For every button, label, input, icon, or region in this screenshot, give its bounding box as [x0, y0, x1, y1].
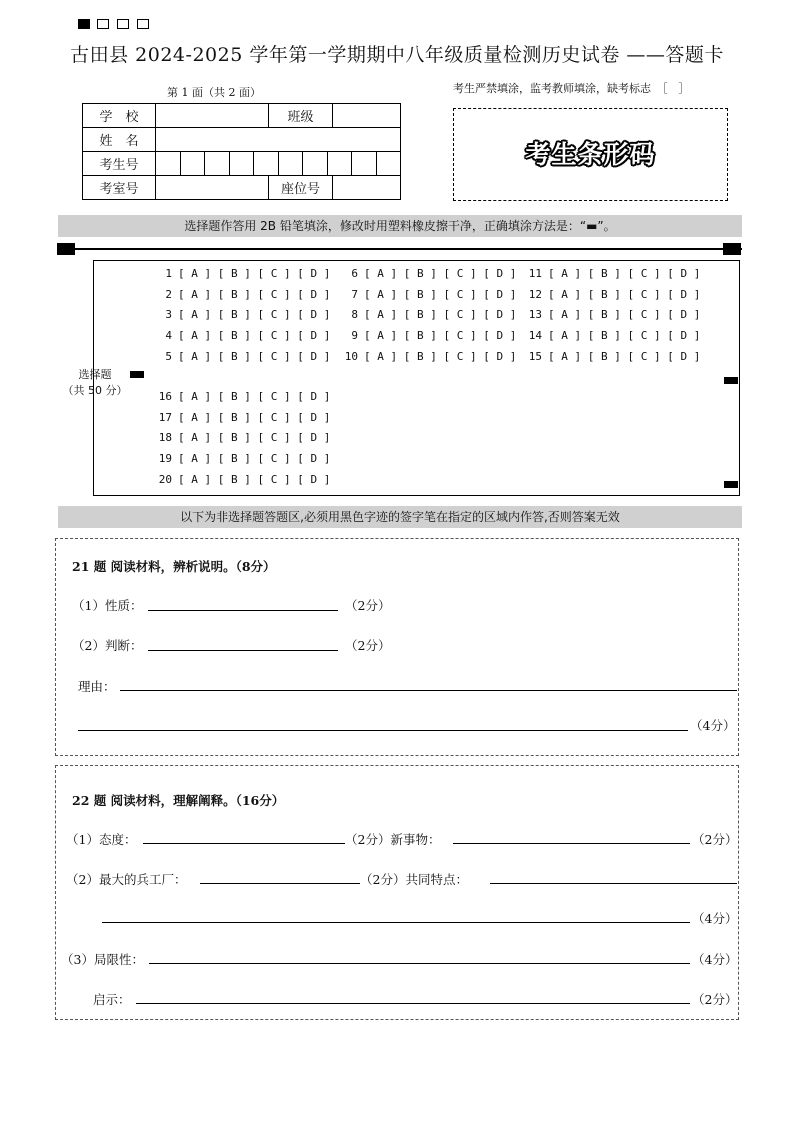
q21-reason-label: 理由： — [78, 679, 116, 694]
mc-options[interactable]: [ A ] [ B ] [ C ] [ D ] — [178, 267, 331, 280]
q21-reason-answer-line[interactable] — [120, 690, 737, 691]
mc-question-number: 12 — [528, 287, 542, 301]
non-mc-notice-band: 以下为非选择题答题区,必须用黑色字迹的签字笔在指定的区域内作答,否则答案无效 — [58, 506, 742, 528]
q22-arsenal-answer-line[interactable] — [200, 883, 360, 884]
q21-p2-answer-line[interactable] — [148, 650, 338, 651]
absent-notice: 考生严禁填涂，监考教师填涂，缺考标志 ［ ］ — [453, 82, 690, 95]
mc-question-5[interactable] — [152, 350, 330, 363]
mc-options[interactable]: [ A ] [ B ] [ C ] [ D ] — [178, 452, 331, 466]
mc-instruction-band: 选择题作答用 2B 铅笔填涂，修改时用塑料橡皮擦干净，正确填涂方法是：“▬”。 — [58, 215, 742, 237]
q21-p2-label: （2）判断： — [72, 638, 143, 653]
mc-question-number: 14 — [528, 329, 542, 343]
q22-insight-answer-line[interactable] — [136, 1003, 690, 1004]
mc-options[interactable]: [ A ] [ B ] [ C ] [ D ] — [178, 308, 331, 322]
divider-rule — [58, 248, 742, 250]
mc-question-number: 7 — [351, 287, 358, 301]
q21-reason-score: （4分） — [690, 718, 736, 733]
mc-question-7[interactable] — [338, 288, 516, 301]
q22-common-score: （4分） — [692, 911, 738, 926]
mc-question-number: 10 — [344, 349, 358, 363]
barcode-label: 考生条形码 — [525, 140, 656, 169]
mc-options[interactable]: [ A ] [ B ] [ C ] [ D ] — [178, 472, 331, 486]
alignment-mark — [724, 481, 738, 488]
mc-options[interactable]: [ A ] [ B ] [ C ] [ D ] — [548, 308, 701, 322]
mc-question-13[interactable] — [522, 308, 700, 321]
school-field[interactable] — [156, 104, 269, 128]
q22-limit-score: （4分） — [692, 952, 738, 967]
corner-marker-filled — [78, 19, 90, 29]
mc-options[interactable]: [ A ] [ B ] [ C ] [ D ] — [364, 287, 517, 301]
q22-common-answer-line-2[interactable] — [102, 922, 690, 923]
exam-room-label: 考室号 — [83, 176, 156, 200]
alignment-mark — [130, 371, 144, 378]
mc-question-number: 6 — [351, 267, 358, 280]
mc-options[interactable]: [ A ] [ B ] [ C ] [ D ] — [364, 308, 517, 322]
mc-question-6[interactable] — [338, 267, 516, 280]
mc-question-11[interactable] — [522, 267, 700, 280]
mc-question-number: 17 — [158, 410, 172, 424]
mc-question-16[interactable] — [152, 390, 330, 403]
mc-question-8[interactable] — [338, 308, 516, 321]
q21-p1-label: （1）性质： — [72, 598, 143, 613]
q22-arsenal-label: （2）最大的兵工厂： — [66, 872, 187, 887]
school-label: 学 校 — [83, 104, 156, 128]
class-field[interactable] — [333, 104, 401, 128]
mc-label-title: 选择题 — [78, 368, 112, 381]
q22-attitude-answer-line[interactable] — [143, 843, 345, 844]
mc-options[interactable]: [ A ] [ B ] [ C ] [ D ] — [364, 329, 517, 343]
seat-field[interactable] — [333, 176, 401, 200]
q21-reason-answer-line-2[interactable] — [78, 730, 688, 731]
q22-title: 22 题 阅读材料，理解阐释。（16分） — [72, 793, 285, 808]
page-info: 第 1 面（共 2 面） — [167, 86, 261, 99]
corner-marker-empty — [137, 19, 149, 29]
alignment-mark — [724, 377, 738, 384]
q22-insight-label: 启示： — [93, 992, 131, 1007]
mc-label-score: （共 50 分） — [62, 384, 128, 397]
mc-question-number: 5 — [165, 349, 172, 363]
mc-question-number: 19 — [158, 452, 172, 466]
mc-options[interactable]: [ A ] [ B ] [ C ] [ D ] — [178, 329, 331, 343]
q22-new-things-score: （2分） — [692, 832, 738, 847]
mc-question-10[interactable] — [338, 350, 516, 363]
q21-title: 21 题 阅读材料，辨析说明。（8分） — [72, 559, 276, 574]
mc-options[interactable]: [ A ] [ B ] [ C ] [ D ] — [178, 410, 331, 424]
alignment-mark — [57, 243, 75, 255]
alignment-mark — [723, 243, 741, 255]
q22-insight-score: （2分） — [692, 992, 738, 1007]
mc-question-2[interactable] — [152, 288, 330, 301]
q22-limit-answer-line[interactable] — [149, 963, 690, 964]
seat-label: 座位号 — [269, 176, 333, 200]
mc-question-number: 9 — [351, 329, 358, 343]
mc-question-number: 15 — [528, 349, 542, 363]
corner-marker-empty — [117, 19, 129, 29]
mc-options[interactable]: [ A ] [ B ] [ C ] [ D ] — [548, 329, 701, 343]
mc-options[interactable]: [ A ] [ B ] [ C ] [ D ] — [548, 287, 701, 301]
mc-question-number: 18 — [158, 431, 172, 445]
exam-number-label: 考生号 — [83, 152, 156, 176]
mc-options[interactable]: [ A ] [ B ] [ C ] [ D ] — [548, 349, 701, 363]
mc-question-number: 8 — [351, 308, 358, 322]
q21-p1-answer-line[interactable] — [148, 610, 338, 611]
name-field[interactable] — [156, 128, 401, 152]
mc-question-3[interactable] — [152, 308, 330, 321]
mc-options[interactable]: [ A ] [ B ] [ C ] [ D ] — [364, 267, 517, 280]
mc-question-number: 3 — [165, 308, 172, 322]
mc-question-number: 4 — [165, 329, 172, 343]
mc-options[interactable]: [ A ] [ B ] [ C ] [ D ] — [178, 390, 331, 403]
mc-question-4[interactable] — [152, 329, 330, 342]
mc-question-19[interactable] — [152, 452, 330, 465]
mc-question-15[interactable] — [522, 350, 700, 363]
name-label: 姓 名 — [83, 128, 156, 152]
mc-question-17[interactable] — [152, 411, 330, 424]
mc-question-number: 16 — [158, 390, 172, 403]
q22-attitude-score: （2分）新事物： — [345, 832, 441, 847]
q22-attitude-label: （1）态度： — [66, 832, 137, 847]
barcode-area — [453, 108, 728, 201]
mc-options[interactable]: [ A ] [ B ] [ C ] [ D ] — [364, 349, 517, 363]
mc-question-number: 13 — [528, 308, 542, 322]
mc-question-14[interactable] — [522, 329, 700, 342]
q21-p2-score: （2分） — [345, 638, 391, 653]
mc-section-label — [60, 367, 130, 399]
q22-new-things-answer-line[interactable] — [453, 843, 690, 844]
class-label: 班级 — [269, 104, 333, 128]
exam-number-digit-boxes[interactable] — [156, 152, 400, 175]
mc-question-number: 2 — [165, 287, 172, 301]
q22-common-answer-line[interactable] — [490, 883, 737, 884]
mc-question-18[interactable] — [152, 431, 330, 444]
student-info-table — [82, 103, 401, 200]
mc-options[interactable]: [ A ] [ B ] [ C ] [ D ] — [178, 431, 331, 445]
q22-limit-label: （3）局限性： — [61, 952, 144, 967]
mc-question-20[interactable] — [152, 473, 330, 486]
mc-options[interactable]: [ A ] [ B ] [ C ] [ D ] — [548, 267, 701, 280]
mc-question-1[interactable] — [152, 267, 330, 280]
mc-question-12[interactable] — [522, 288, 700, 301]
mc-options[interactable]: [ A ] [ B ] [ C ] [ D ] — [178, 349, 331, 363]
mc-options[interactable]: [ A ] [ B ] [ C ] [ D ] — [178, 287, 331, 301]
mc-question-number: 1 — [165, 267, 172, 280]
mc-question-9[interactable] — [338, 329, 516, 342]
page-title: 古田县 2024-2025 学年第一学期期中八年级质量检测历史试卷 ——答题卡 — [70, 44, 724, 66]
corner-marker-empty — [97, 19, 109, 29]
mc-question-number: 20 — [158, 472, 172, 486]
q22-arsenal-score: （2分）共同特点： — [360, 872, 468, 887]
exam-room-field[interactable] — [156, 176, 269, 200]
q21-p1-score: （2分） — [345, 598, 391, 613]
mc-question-number: 11 — [528, 267, 542, 280]
